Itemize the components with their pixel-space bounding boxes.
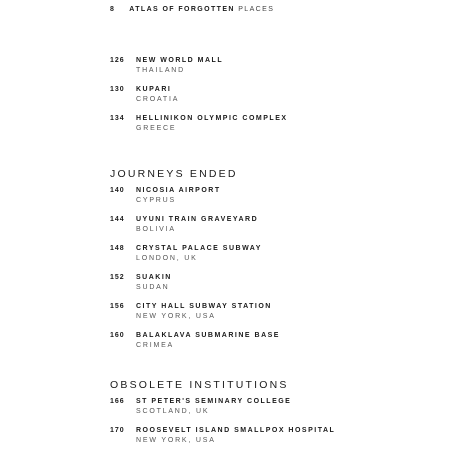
entry-location: LONDON, UK	[136, 255, 198, 262]
entry-title: NICOSIA AIRPORT	[136, 187, 221, 194]
entry-title: ST PETER'S SEMINARY COLLEGE	[136, 398, 292, 405]
entry-page-number: 152	[110, 274, 125, 281]
book-title-main: ATLAS OF FORGOTTEN	[129, 6, 235, 13]
contents-section-continued	[110, 56, 440, 143]
entry-location: THAILAND	[136, 67, 186, 74]
running-head	[110, 6, 274, 13]
entry-page-number: 160	[110, 332, 125, 339]
page-number: 8	[110, 6, 116, 13]
entry-page-number: 166	[110, 398, 125, 405]
entry-location: NEW YORK, USA	[136, 313, 216, 320]
entry-title: CITY HALL SUBWAY STATION	[136, 303, 272, 310]
entry-page-number: 170	[110, 427, 125, 434]
contents-entry[interactable]	[110, 397, 440, 417]
entry-title: CRYSTAL PALACE SUBWAY	[136, 245, 262, 252]
book-title	[129, 6, 274, 13]
section-heading: JOURNEYS ENDED	[110, 168, 238, 180]
contents-section-journeys-ended	[110, 168, 440, 360]
entry-location: SUDAN	[136, 284, 170, 291]
contents-entry[interactable]	[110, 85, 440, 105]
entry-title: HELLINIKON OLYMPIC COMPLEX	[136, 115, 288, 122]
contents-entry[interactable]	[110, 426, 440, 446]
entry-location: GREECE	[136, 125, 177, 132]
entry-location: SCOTLAND, UK	[136, 408, 210, 415]
entry-page-number: 134	[110, 115, 125, 122]
entry-page-number: 130	[110, 86, 125, 93]
entry-page-number: 156	[110, 303, 125, 310]
entry-location: CRIMEA	[136, 342, 175, 349]
entry-location: NEW YORK, USA	[136, 437, 216, 444]
entry-page-number: 144	[110, 216, 125, 223]
entry-title: KUPARI	[136, 86, 172, 93]
entry-location: CYPRUS	[136, 197, 176, 204]
contents-entry[interactable]	[110, 331, 440, 351]
contents-section-obsolete-institutions	[110, 379, 440, 455]
contents-entry[interactable]	[110, 215, 440, 235]
entry-title: ROOSEVELT ISLAND SMALLPOX HOSPITAL	[136, 427, 336, 434]
entry-location: BOLIVIA	[136, 226, 176, 233]
entry-location: CROATIA	[136, 96, 180, 103]
book-title-light: PLACES	[238, 6, 275, 13]
contents-entry[interactable]	[110, 114, 440, 134]
entry-title: UYUNI TRAIN GRAVEYARD	[136, 216, 259, 223]
section-heading: OBSOLETE INSTITUTIONS	[110, 379, 289, 391]
contents-entry[interactable]	[110, 244, 440, 264]
entry-title: SUAKIN	[136, 274, 172, 281]
entry-page-number: 140	[110, 187, 125, 194]
contents-entry[interactable]	[110, 302, 440, 322]
contents-entry[interactable]	[110, 186, 440, 206]
contents-entry[interactable]	[110, 56, 440, 76]
entry-title: BALAKLAVA SUBMARINE BASE	[136, 332, 280, 339]
entry-page-number: 148	[110, 245, 125, 252]
contents-entry[interactable]	[110, 273, 440, 293]
entry-page-number: 126	[110, 57, 125, 64]
entry-title: NEW WORLD MALL	[136, 57, 224, 64]
